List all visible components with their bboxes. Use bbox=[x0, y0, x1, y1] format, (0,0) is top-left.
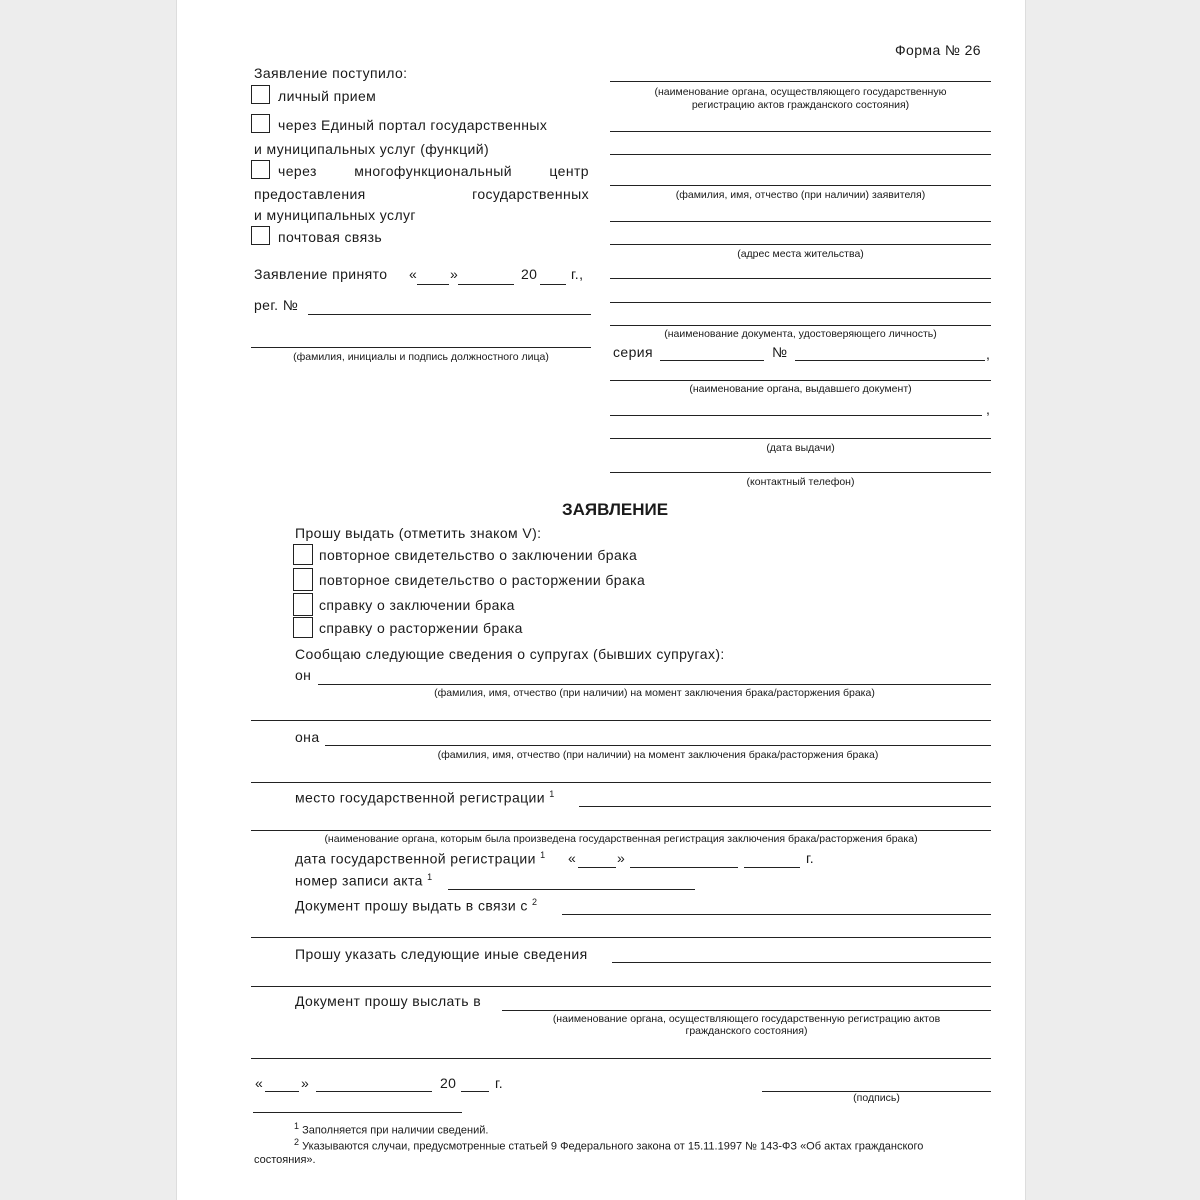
received-heading: Заявление поступило: bbox=[254, 65, 408, 81]
caption-issuer: (наименование органа, выдавшего документ) bbox=[689, 383, 912, 395]
caption-address: (адрес места жительства) bbox=[737, 248, 864, 260]
she-label: она bbox=[295, 729, 320, 745]
sign-date-month-line[interactable] bbox=[316, 1091, 432, 1092]
accepted-label: Заявление принято bbox=[254, 266, 388, 282]
record-number-line[interactable] bbox=[448, 889, 695, 890]
address-line-3[interactable] bbox=[610, 278, 991, 279]
issuer-line[interactable] bbox=[610, 380, 991, 381]
record-label: номер записи акта $^1$ bbox=[295, 872, 433, 889]
reg-date-month-line[interactable] bbox=[630, 867, 738, 868]
send-line-2[interactable] bbox=[251, 1058, 991, 1059]
organ-line[interactable] bbox=[610, 81, 991, 82]
place-line[interactable] bbox=[579, 806, 991, 807]
request-heading: Прошу выдать (отметить знаком V): bbox=[295, 525, 542, 541]
form-number: Форма № 26 bbox=[895, 42, 981, 58]
checkbox-portal[interactable] bbox=[251, 114, 270, 133]
footnote-2-cont: состояния». bbox=[254, 1154, 316, 1166]
footnote-1: $^1$ Заполняется при наличии сведений. bbox=[294, 1121, 489, 1137]
number-line[interactable] bbox=[795, 360, 985, 361]
issue-date-line[interactable] bbox=[610, 438, 991, 439]
option-repeat-marriage-cert: повторное свидетельство о заключении брака bbox=[319, 547, 638, 563]
accepted-month-line[interactable] bbox=[458, 284, 514, 285]
checkbox-mfc[interactable] bbox=[251, 160, 270, 179]
send-label: Документ прошу выслать в bbox=[295, 993, 482, 1009]
place-label: место государственной регистрации $^1$ bbox=[295, 789, 555, 806]
date-label: дата государственной регистрации $^1$ bbox=[295, 850, 546, 867]
other-info-line[interactable] bbox=[612, 962, 991, 963]
other-info-line-2[interactable] bbox=[251, 986, 991, 987]
option-post: почтовая связь bbox=[278, 229, 383, 245]
official-caption: (фамилия, инициалы и подпись должностного лица) bbox=[293, 351, 549, 363]
caption-phone: (контактный телефон) bbox=[746, 476, 855, 488]
official-line[interactable] bbox=[251, 347, 591, 348]
address-line-4[interactable] bbox=[610, 302, 991, 303]
checkbox-repeat-divorce-cert[interactable] bbox=[293, 568, 313, 591]
signature-caption: (подпись) bbox=[853, 1092, 900, 1104]
option-portal-line1: через Единый портал государственных bbox=[278, 117, 548, 133]
he-fio-line-2[interactable] bbox=[251, 720, 991, 721]
caption-send-line2: гражданского состояния) bbox=[685, 1025, 808, 1037]
caption-applicant-fio: (фамилия, имя, отчество (при наличии) заявителя) bbox=[675, 189, 926, 201]
option-marriage-certificate-note: справку о заключении брака bbox=[319, 597, 515, 613]
document-title: ЗАЯВЛЕНИЕ bbox=[562, 500, 669, 519]
she-fio-line[interactable] bbox=[325, 745, 991, 746]
sign-date-day-line[interactable] bbox=[265, 1091, 299, 1092]
checkbox-post[interactable] bbox=[251, 226, 270, 245]
caption-organ-line1: (наименование органа, осуществляющего государственную bbox=[654, 86, 947, 98]
caption-id-doc: (наименование документа, удостоверяющего личность) bbox=[664, 328, 937, 340]
checkbox-marriage-certificate-note[interactable] bbox=[293, 593, 313, 616]
phone-line[interactable] bbox=[610, 472, 991, 473]
he-fio-line[interactable] bbox=[318, 684, 991, 685]
caption-place: (наименование органа, которым была произведена государственная регистрация заключения брака/расторжения брака) bbox=[324, 833, 918, 845]
caption-organ-line2: регистрацию актов гражданского состояния) bbox=[691, 99, 910, 111]
footnote-2: $^2$ Указываются случаи, предусмотренные статьей 9 Федерального закона от 15.11.1997 № 143-ФЗ «Об актах гражданского bbox=[294, 1137, 924, 1153]
reg-date-year-line[interactable] bbox=[744, 867, 800, 868]
place-line-2[interactable] bbox=[251, 830, 991, 831]
checkbox-repeat-marriage-cert[interactable] bbox=[293, 544, 313, 565]
checkbox-personal[interactable] bbox=[251, 85, 270, 104]
spouses-heading: Сообщаю следующие сведения о супругах (бывших супругах): bbox=[295, 646, 725, 662]
series-label: серия bbox=[613, 344, 653, 360]
number-label: № bbox=[772, 344, 788, 360]
reg-number-label: рег. № bbox=[254, 297, 299, 313]
document-page: Форма № 26 Заявление поступило: личный прием через Единый портал государственных и муниципальных услуг (функций) через многофункциональный центр предоставления государственных и муниципальных услуг почтовая связь Заявление принято « » 20 г., рег. № (фамилия, инициалы и подпись должностного лица) (наименование органа, осуществляющего государственную регистрацию актов гражданского состояния) (фамилия, имя, отчество (при наличии) заявителя) (адрес места жительства) (наименование документа, удостоверяющего личность) серия № , (наименование органа, выдавшего документ) , (дата выдачи) (контактный телефон) ЗАЯВЛЕНИЕ Прошу выдать (отметить знаком V): повторное свидетельство о заключении брака повторное свидетельство о расторжении брака справку о заключении брака справку о расторжении брака Сообщаю следующие сведения о супругах (бывших супругах): он (фамилия, имя, отчество (при наличии) на момент заключения брака/расторжения брака) она (фамилия, имя, отчество (при наличии) на момент заключения брака/расторжения брака) место государственной регистрации $^1$ (наименование органа, которым была произведена государственная регистрация заключения брака/расторжения брака) дата государственной регистрации $^1$ « » г. номер записи акта $^1$ Документ прошу выдать в связи с $^2$ Прошу указать следующие иные сведения Документ прошу выслать в (наименование органа, осуществляющего государственную регистрацию актов гражданского состояния) « » 20 г. (подпись) $^1$ Заполняется при наличии сведений. $^2$ Указываются случаи, предусмотренные статьей 9 Федерального закона от 15.11.1997 № 143-ФЗ «Об актах гражданского состояния». bbox=[176, 0, 1026, 1200]
applicant-fio-line-3[interactable] bbox=[610, 185, 991, 186]
send-line[interactable] bbox=[502, 1010, 991, 1011]
reg-number-line[interactable] bbox=[308, 314, 591, 315]
caption-she-fio: (фамилия, имя, отчество (при наличии) на момент заключения брака/расторжения брака) bbox=[437, 749, 879, 761]
accepted-year-line[interactable] bbox=[540, 284, 566, 285]
option-repeat-divorce-cert: повторное свидетельство о расторжении брака bbox=[319, 572, 646, 588]
reason-line-2[interactable] bbox=[251, 937, 991, 938]
sign-date-year-line[interactable] bbox=[461, 1091, 489, 1092]
option-divorce-certificate-note: справку о расторжении брака bbox=[319, 620, 523, 636]
address-line-1[interactable] bbox=[610, 221, 991, 222]
option-mfc-line2: предоставления государственных bbox=[254, 186, 589, 202]
caption-issue-date: (дата выдачи) bbox=[766, 442, 835, 454]
address-line-2[interactable] bbox=[610, 244, 991, 245]
she-fio-line-2[interactable] bbox=[251, 782, 991, 783]
issuer-line-2[interactable] bbox=[610, 415, 982, 416]
applicant-fio-line-1[interactable] bbox=[610, 131, 991, 132]
reg-date-day-line[interactable] bbox=[578, 867, 616, 868]
reason-label: Документ прошу выдать в связи с $^2$ bbox=[295, 897, 538, 914]
option-mfc-line1: через многофункциональный центр bbox=[278, 163, 589, 179]
accepted-day-line[interactable] bbox=[417, 284, 449, 285]
caption-send-line1: (наименование органа, осуществляющего государственную регистрацию актов bbox=[552, 1013, 941, 1025]
footnote-separator bbox=[253, 1112, 462, 1113]
option-personal: личный прием bbox=[278, 88, 377, 104]
option-portal-line2: и муниципальных услуг (функций) bbox=[254, 141, 490, 157]
option-mfc-line3: и муниципальных услуг bbox=[254, 207, 416, 223]
series-line[interactable] bbox=[660, 360, 764, 361]
reason-line[interactable] bbox=[562, 914, 991, 915]
checkbox-divorce-certificate-note[interactable] bbox=[293, 617, 313, 638]
applicant-fio-line-2[interactable] bbox=[610, 154, 991, 155]
other-info-label: Прошу указать следующие иные сведения bbox=[295, 946, 588, 962]
he-label: он bbox=[295, 667, 312, 683]
id-doc-line[interactable] bbox=[610, 325, 991, 326]
caption-he-fio: (фамилия, имя, отчество (при наличии) на момент заключения брака/расторжения брака) bbox=[434, 687, 875, 699]
